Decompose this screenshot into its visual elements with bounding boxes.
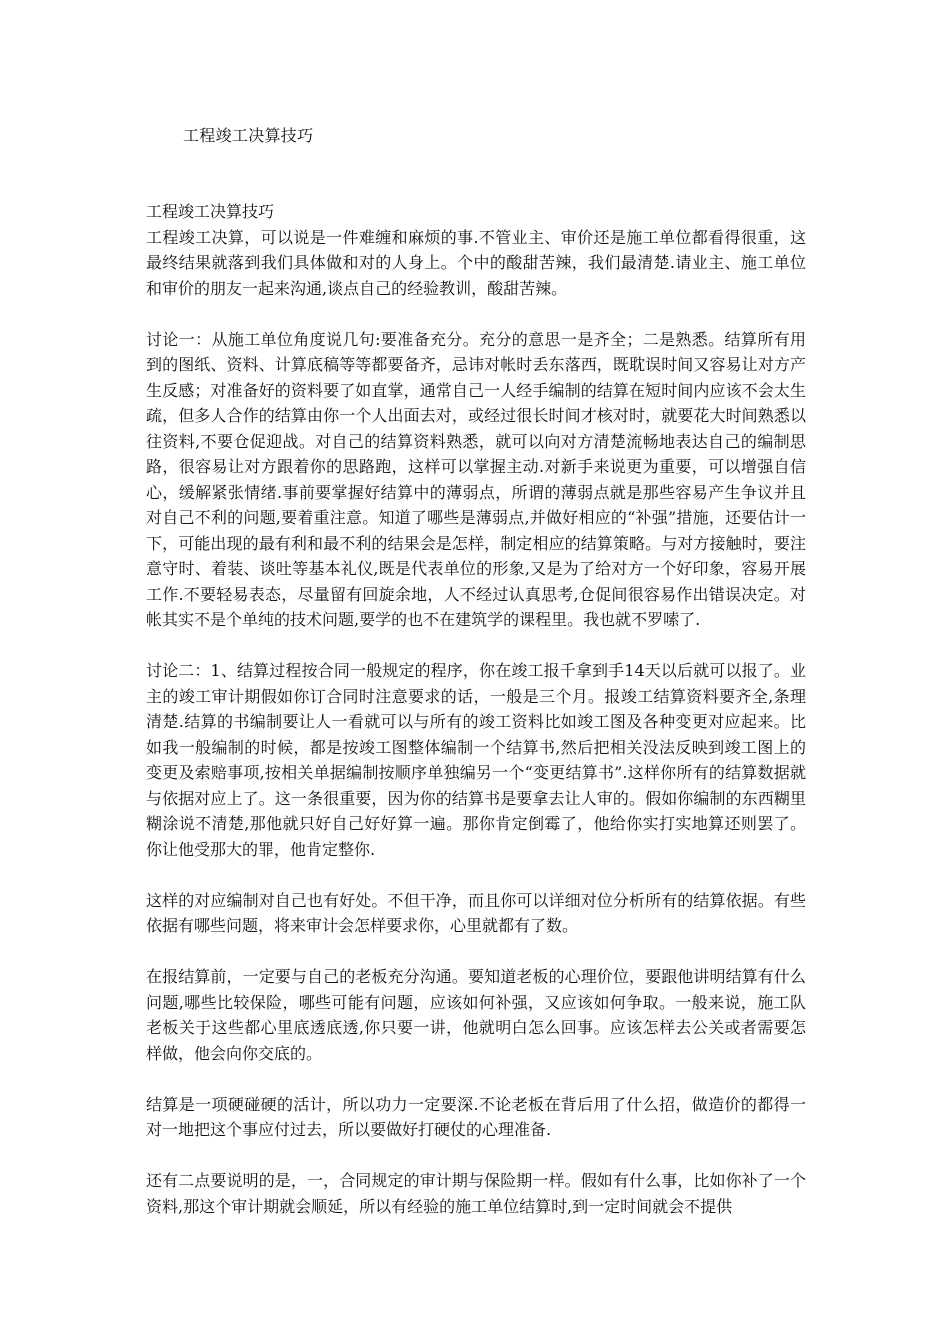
paragraph-boss-communication: 在报结算前，一定要与自己的老板充分沟通。要知道老板的心理价位，要跟他讲明结算有什么问题,哪些比较保险，哪些可能有问题，应该如何补强，又应该如何争取。一般来说，施工队老板关于这些都心里底透底透,你只要一讲，他就明白怎么回事。应该怎样去公关或者需要怎样做，他会向你交底的。	[146, 967, 806, 1063]
paragraph-hard-work: 结算是一项硬碰硬的活计，所以功力一定要深.不论老板在背后用了什么招，做造价的都得一对一地把这个事应付过去，所以要做好打硬仗的心理准备.	[146, 1094, 806, 1139]
paragraph-notes: 还有二点要说明的是，一，合同规定的审计期与保险期一样。假如有什么事，比如你补了一个资料,那这个审计期就会顺延，所以有经验的施工单位结算时,到一定时间就会不提供	[146, 1171, 806, 1216]
document-subtitle: 工程竣工决算技巧	[146, 202, 275, 221]
document-title: 工程竣工决算技巧	[183, 126, 314, 145]
paragraph-correspondence: 这样的对应编制对自己也有好处。不但干净，而且你可以详细对位分析所有的结算依据。有些依据有哪些问题，将来审计会怎样要求你，心里就都有了数。	[146, 890, 806, 935]
paragraph-discussion-one: 讨论一：从施工单位角度说几句:要准备充分。充分的意思一是齐全；二是熟悉。结算所有用到的图纸、资料、计算底稿等等都要备齐，忌讳对帐时丢东落西，既耽误时间又容易让对方产生反感；对准备好的资料要了如直掌，通常自己一人经手编制的结算在短时间内应该不会太生疏，但多人合作的结算由你一个人出面去对，或经过很长时间才核对时，就要花大时间熟悉以往资料,不要仓促迎战。对自己的结算资料熟悉，就可以向对方清楚流畅地表达自己的编制思路，很容易让对方跟着你的思路跑，这样可以掌握主动.对新手来说更为重要，可以增强自信心，缓解紧张情绪.事前要掌握好结算中的薄弱点，所谓的薄弱点就是那些容易产生争议并且对自己不利的问题,要着重注意。知道了哪些是薄弱点,并做好相应的“补强”措施，还要估计一下，可能出现的最有利和最不利的结果会是怎样，制定相应的结算策略。与对方接触时，要注意守时、着装、谈吐等基本礼仪,既是代表单位的形象,又是为了给对方一个好印象，容易开展工作.不要轻易表态，尽量留有回旋余地，人不经过认真思考,仓促间很容易作出错误决定。对帐其实不是个单纯的技术问题,要学的也不在建筑学的课程里。我也就不罗嗦了.	[146, 329, 806, 629]
paragraph-discussion-two: 讨论二：1、结算过程按合同一般规定的程序，你在竣工报千拿到手14天以后就可以报了。业主的竣工审计期假如你订合同时注意要求的话，一般是三个月。报竣工结算资料要齐全,条理清楚.结算的书编制要让人一看就可以与所有的竣工资料比如竣工图及各种变更对应起来。比如我一般编制的时候，都是按竣工图整体编制一个结算书,然后把相关没法反映到竣工图上的变更及索赔事项,按相关单据编制按顺序单独编另一个“变更结算书”.这样你所有的结算数据就与依据对应上了。这一条很重要，因为你的结算书是要拿去让人审的。假如你编制的东西糊里糊涂说不清楚,那他就只好自己好好算一遍。那你肯定倒霉了，他给你实打实地算还则罢了。你让他受那大的罪，他肯定整你.	[146, 661, 806, 859]
paragraph-intro: 工程竣工决算，可以说是一件难缠和麻烦的事.不管业主、审价还是施工单位都看得很重，这最终结果就落到我们具体做和对的人身上。个中的酸甜苦辣，我们最清楚.请业主、施工单位和审价的朋友一起来沟通,谈点自己的经验教训，酸甜苦辣。	[146, 227, 806, 298]
document-body	[146, 199, 806, 1245]
